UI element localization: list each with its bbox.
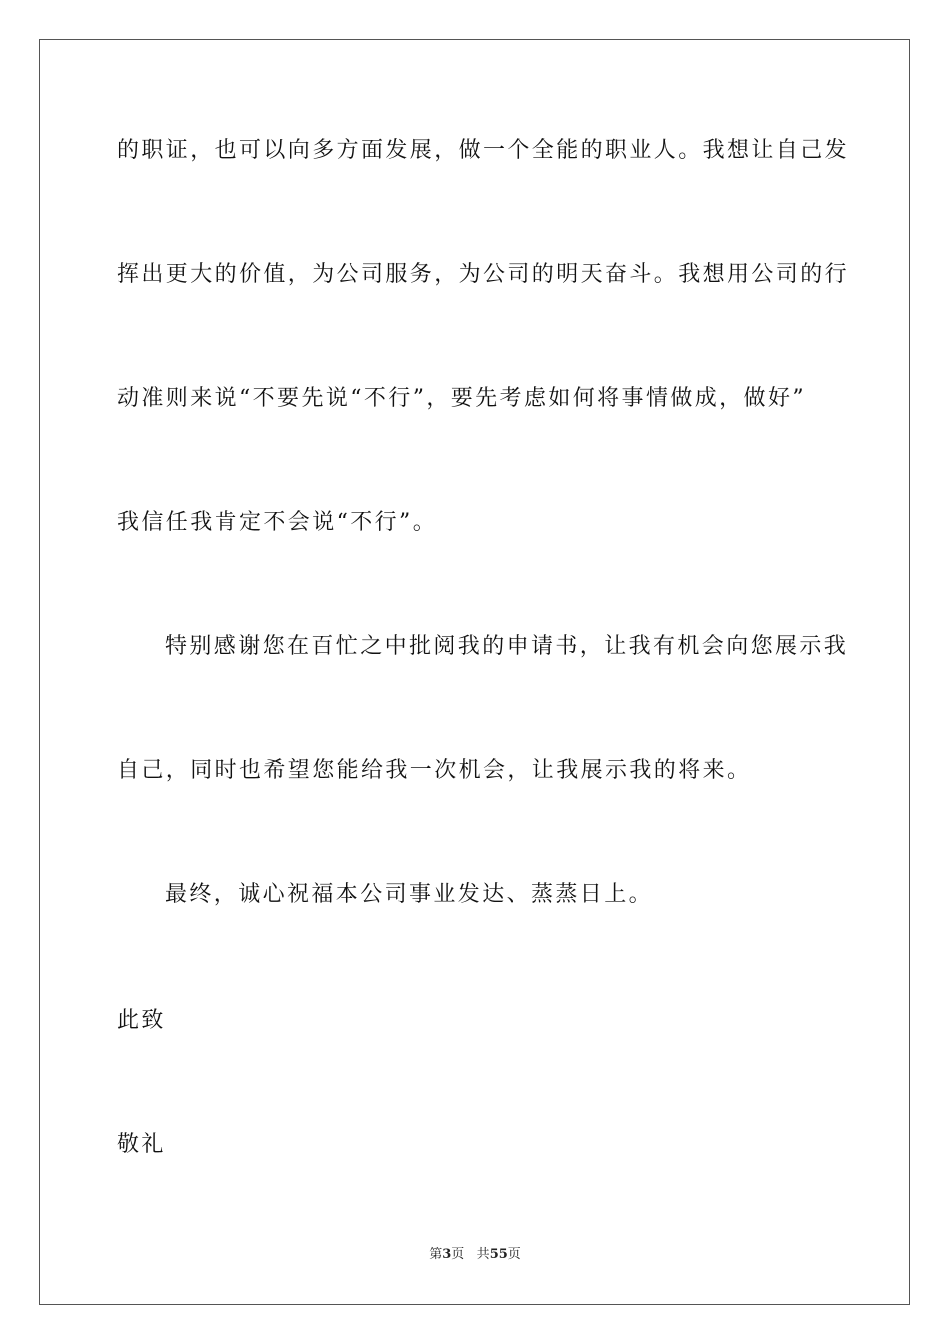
body-line-4: 我信任我肯定不会说“不行”。 xyxy=(117,510,438,535)
closing-salutation: 此致 xyxy=(117,1008,166,1033)
footer-page-suffix: 页 xyxy=(451,1247,465,1262)
footer-total-pages: 55 xyxy=(489,1247,508,1262)
body-line-7: 最终，诚心祝福本公司事业发达、蒸蒸日上。 xyxy=(165,882,654,907)
closing-regards: 敬礼 xyxy=(117,1132,166,1157)
body-line-2: 挥出更大的价值，为公司服务，为公司的明天奋斗。我想用公司的行 xyxy=(117,262,850,287)
body-line-1: 的职证，也可以向多方面发展，做一个全能的职业人。我想让自己发 xyxy=(117,138,850,163)
footer-page-number: 3 xyxy=(442,1247,452,1262)
footer-total-suffix: 页 xyxy=(507,1247,521,1262)
body-line-5: 特别感谢您在百忙之中批阅我的申请书，让我有机会向您展示我 xyxy=(165,634,849,659)
page-footer xyxy=(0,1246,950,1264)
footer-total-prefix: 共 xyxy=(476,1247,490,1262)
footer-page-prefix: 第 xyxy=(429,1247,443,1262)
body-line-3: 动准则来说“不要先说“不行”，要先考虑如何将事情做成，做好” xyxy=(117,386,806,411)
page-frame xyxy=(39,39,910,1305)
body-line-6: 自己，同时也希望您能给我一次机会，让我展示我的将来。 xyxy=(117,758,752,783)
